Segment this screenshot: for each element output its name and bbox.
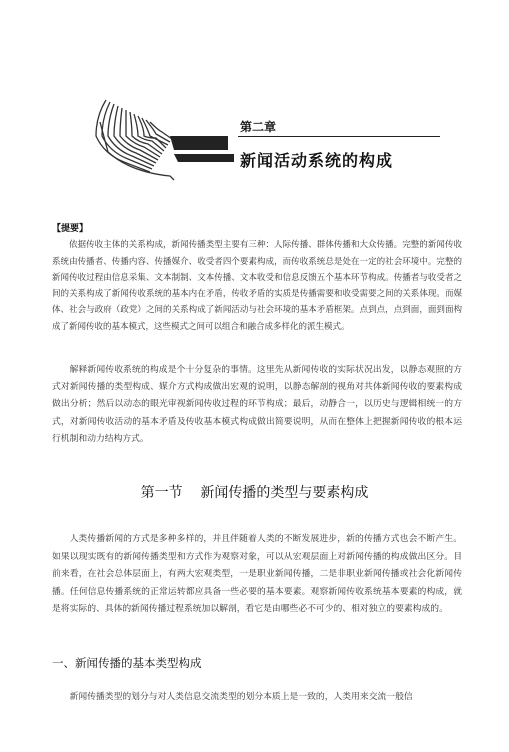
section-number: 第一节 <box>140 485 183 501</box>
open-book-icon <box>78 92 240 184</box>
abstract-label: 【提要】 <box>52 224 89 234</box>
abstract-text: 依据传收主体的关系构成，新闻传播类型主要有三种：人际传播、群体传播和大众传播。完整的新闻传收系统由传播者、传播内容、传播媒介、收受者四个要素构成，而传收系统总是处在一定的社会环境中。完整的新闻传收过程由信息采集、文本制制、文本传播、文本收受和信息反馈五个基本环节构成。传播者与收受者之间的关系构成了新闻传收系统的基本内在矛盾，传收矛盾的实质是传播需要和收受需要之间的关系体现。而媒体、社会与政府（政党）之间的关系构成了新闻活动与社会环境的基本矛盾框架。点到点，点到面，面到面构成了新闻传收的基本模式，这些模式之间可以组合和融合成多样化的派生模式。 <box>52 240 462 332</box>
section-paragraph: 人类传播新闻的方式是多种多样的，并且伴随着人类的不断发展进步，新的传播方式也会不断产生。如果以现实既有的新闻传播类型和方式作为观察对象，可以从宏观层面上对新闻传播的构成做出区分。目前来看，在社会总体层面上，有两大宏观类型，一是职业新闻传播，二是非职业新闻传播或社会化新闻传播。任何信息传播系统的正常运转都应具备一些必要的基本要素。观察新闻传收系统基本要素的构成，就是将实际的、具体的新闻传播过程系统加以解剖，看它是由哪些必不可少的、相对独立的要素构成的。 <box>52 534 462 615</box>
chapter-label: 第二章 <box>240 120 277 134</box>
intro-paragraph: 解释新闻传收系统的构成是个十分复杂的事情。这里先从新闻传收的实际状况出发，以静态观照的方式对新闻传播的类型构成、媒介方式构成做出宏观的说明，以静态解剖的视角对共体新闻传收的要素构成做出分析；然后以动态的眼光审视新闻传收过程的环节构成；最后，动静合一，以历史与逻辑相统一的方式，对新闻传收活动的基本矛盾及传收基本模式构成做出简要说明，从而在整体上把握新闻传收的根本运行机制和动力结构方式。 <box>52 365 462 444</box>
subsection-title: 一、新闻传播的基本类型构成 <box>52 656 202 670</box>
chapter-title: 新闻活动系统的构成 <box>240 151 394 170</box>
section-heading <box>0 482 509 502</box>
abstract-block <box>52 221 462 335</box>
chapter-divider <box>238 136 440 137</box>
section-title: 新闻传播的类型与要素构成 <box>200 485 369 501</box>
subsection-paragraph: 新闻传播类型的划分与对人类信息交流类型的划分本质上是一致的，人类用来交流一般信 <box>69 692 413 702</box>
